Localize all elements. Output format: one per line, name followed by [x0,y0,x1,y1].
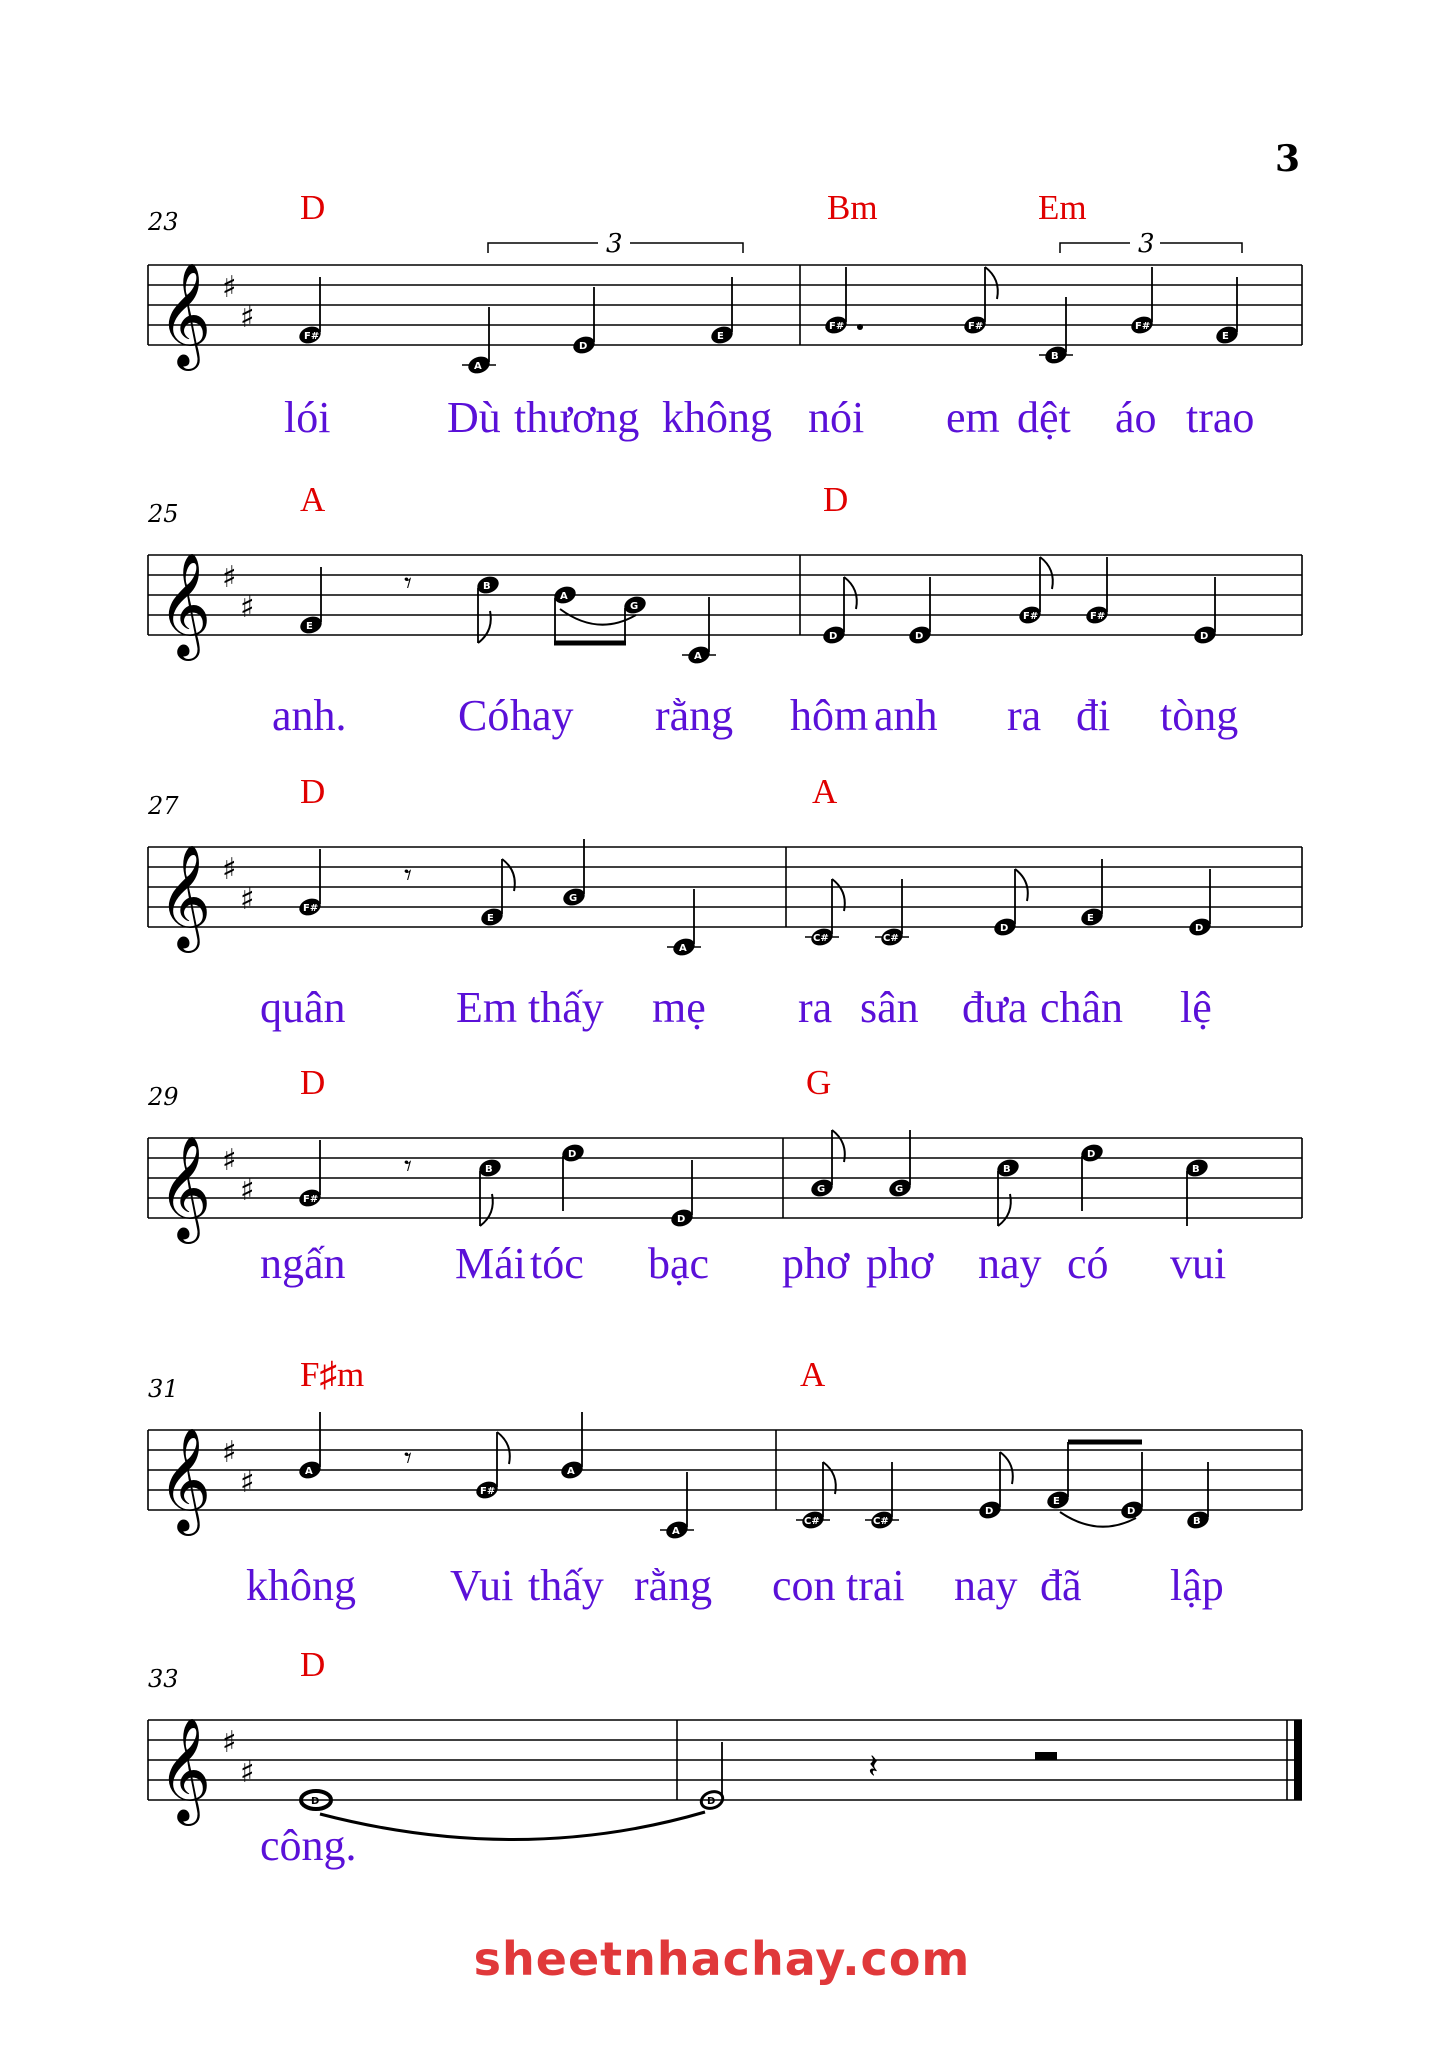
svg-text:D: D [1195,923,1204,934]
note [1045,1442,1071,1511]
chord-symbol: Bm [827,188,878,227]
svg-text:B: B [1192,1164,1200,1175]
note [962,267,998,336]
note [1184,1157,1210,1226]
lyric-syllable: lói [284,393,331,442]
lyric-syllable: quân [260,983,346,1032]
svg-text:A: A [694,651,702,662]
lyric-syllable: Dù [447,393,501,442]
treble-clef: 𝄞 [158,1427,212,1532]
treble-clef: 𝄞 [158,262,212,367]
svg-text:F#: F# [1090,611,1106,622]
chord-symbol: Em [1038,188,1087,227]
svg-text:F#: F# [304,331,320,342]
note [297,277,323,346]
measure-number: 23 [148,208,179,236]
svg-text:D: D [1000,923,1009,934]
lyric-syllable: Em [456,983,518,1032]
note [682,597,716,666]
sharp-c: ♯ [240,1755,255,1790]
note [297,849,323,918]
note [479,859,515,928]
page-number: 3 [1275,138,1301,180]
quarter-rest: 𝄽 [868,1747,879,1787]
note [561,839,587,908]
note [475,574,501,643]
svg-text:F#: F# [1135,321,1151,332]
lyric-syllable: Vui [450,1561,514,1610]
svg-text:A: A [567,1466,575,1477]
lyric-syllable: con [772,1561,836,1610]
svg-text:D: D [568,1149,577,1160]
final-barline [1294,1720,1302,1800]
svg-text:B: B [483,581,491,592]
lyric-syllable: thấy [528,983,604,1032]
svg-text:A: A [560,591,568,602]
svg-text:A: A [679,943,687,954]
chord-symbol: D [300,1063,326,1102]
svg-text:F#: F# [303,903,319,914]
tuplet-number: 3 [606,229,623,259]
note [1185,1462,1211,1531]
treble-clef: 𝄞 [158,844,212,949]
note [297,1412,323,1481]
svg-text:G: G [895,1184,904,1195]
sharp-f: ♯ [222,1725,237,1760]
lyric-syllable: chân [1040,983,1124,1032]
note [865,1462,899,1531]
music-staff [0,515,1444,685]
sharp-f: ♯ [222,1435,237,1470]
svg-text:A: A [672,1526,680,1537]
sharp-f: ♯ [222,852,237,887]
sharp-c: ♯ [240,300,255,335]
chord-symbol: D [823,480,849,519]
lyric-syllable: mẹ [652,983,706,1032]
lyric-syllable: ra [1007,691,1042,740]
lyric-syllable: thấy [528,1561,604,1610]
lyric-syllable: tóc [530,1239,584,1288]
svg-text:B: B [1003,1164,1011,1175]
note [669,1160,695,1229]
note [1192,577,1218,646]
svg-text:B: B [485,1164,493,1175]
svg-text:A: A [305,1466,313,1477]
note [992,869,1028,938]
tie [320,1812,705,1840]
half-note [699,1742,725,1811]
lyric-syllable: có [1067,1239,1109,1288]
note [462,307,496,376]
sharp-f: ♯ [222,270,237,305]
svg-text:G: G [569,893,578,904]
note [559,1412,585,1481]
sharp-c: ♯ [240,1465,255,1500]
note [1039,297,1073,366]
note [907,577,933,646]
treble-clef: 𝄞 [158,552,212,657]
svg-text:C#: C# [883,933,899,944]
lyric-syllable: em [946,393,1000,442]
music-staff [0,1680,1444,1850]
sharp-f: ♯ [222,1143,237,1178]
lyric-syllable: không [662,393,772,442]
measure-number: 27 [148,792,179,820]
sharp-f: ♯ [222,560,237,595]
lyric-syllable: dệt [1017,393,1071,442]
svg-text:D: D [915,631,924,642]
note [805,879,845,948]
lyric-syllable: nói [808,393,865,442]
lyric-syllable: thương [514,393,640,442]
music-staff [0,225,1444,395]
lyric-syllable: rằng [655,691,734,740]
svg-text:D: D [707,1796,716,1807]
chord-symbol: A [812,772,838,811]
lyric-syllable: hôm [790,691,869,740]
svg-text:D: D [579,341,588,352]
lyric-syllable: công. [260,1821,357,1870]
note [660,1472,694,1541]
svg-text:E: E [1222,331,1229,342]
note [796,1462,836,1531]
svg-text:G: G [817,1184,826,1195]
note [571,287,597,356]
chord-symbol: A [800,1355,826,1394]
chord-symbol: A [300,480,326,519]
music-staff [0,1390,1444,1560]
sharp-c: ♯ [240,590,255,625]
svg-text:C#: C# [873,1516,889,1527]
svg-text:C#: C# [813,933,829,944]
treble-clef: 𝄞 [158,1135,212,1240]
lyric-syllable: anh. [272,691,347,740]
note [709,277,735,346]
svg-text:A: A [474,361,482,372]
note [1129,267,1155,336]
svg-text:F#: F# [480,1486,496,1497]
lyric-syllable: lập [1170,1561,1224,1610]
note [887,1130,913,1199]
eighth-rest: 𝄾 [404,858,412,893]
lyric-syllable: đi [1076,691,1111,740]
svg-text:C#: C# [804,1516,820,1527]
note [298,567,324,636]
chord-symbol: D [300,188,326,227]
svg-text:D: D [677,1214,686,1225]
eighth-rest: 𝄾 [404,566,412,601]
svg-text:D: D [1200,631,1209,642]
lyric-syllable: hay [510,691,574,740]
note [1017,557,1053,626]
note [1187,869,1213,938]
svg-text:E: E [1087,913,1094,924]
chord-symbol: F♯m [300,1355,365,1394]
note [474,1432,510,1501]
lyric-syllable: lệ [1180,983,1212,1032]
note [1079,1142,1105,1211]
treble-clef: 𝄞 [158,1717,212,1822]
lyric-syllable: ra [798,983,833,1032]
measure-number: 25 [148,500,179,528]
svg-text:F#: F# [303,1194,319,1205]
eighth-rest: 𝄾 [404,1441,412,1476]
music-staff [0,807,1444,977]
svg-text:B: B [1051,351,1059,362]
measure-number: 33 [148,1665,179,1693]
chord-symbol: D [300,772,326,811]
note [560,1142,586,1211]
svg-text:E: E [306,621,313,632]
svg-text:D: D [829,631,838,642]
lyric-syllable: không [246,1561,356,1610]
measure-number: 29 [148,1083,179,1111]
lyric-syllable: rằng [634,1561,713,1610]
sharp-c: ♯ [240,1173,255,1208]
svg-text:E: E [717,331,724,342]
note [809,1130,845,1199]
note [1084,557,1110,626]
note [297,1140,323,1209]
svg-text:D: D [985,1506,994,1517]
note [1214,277,1240,346]
lyric-syllable: ngấn [260,1239,346,1288]
lyric-syllable: vui [1170,1239,1227,1288]
note [823,267,863,336]
lyric-syllable: nay [954,1561,1018,1610]
half-rest [1035,1752,1057,1760]
lyric-syllable: Mái [455,1239,526,1288]
note [995,1157,1021,1226]
lyric-syllable: đưa [962,983,1028,1032]
measure-number: 31 [148,1375,179,1403]
svg-text:F#: F# [1023,611,1039,622]
sharp-c: ♯ [240,882,255,917]
lyric-syllable: tòng [1160,691,1239,740]
lyric-syllable: bạc [648,1239,710,1288]
lyric-syllable: phơ [866,1239,934,1288]
note [977,1452,1013,1521]
svg-text:E: E [487,913,494,924]
note [875,879,909,948]
svg-text:G: G [630,601,639,612]
eighth-rest: 𝄾 [404,1149,412,1184]
lyric-syllable: trao [1186,393,1255,442]
note [1119,1452,1145,1521]
lyric-syllable: phơ [782,1239,850,1288]
site-watermark: sheetnhachay.com [473,1932,971,1986]
lyric-syllable: đã [1040,1561,1082,1610]
note [667,889,701,958]
note [821,577,857,646]
svg-text:F#: F# [829,321,845,332]
lyric-syllable: sân [860,983,919,1032]
svg-text:B: B [1193,1516,1201,1527]
music-staff [0,1098,1444,1268]
lyric-syllable: anh [874,691,938,740]
svg-text:E: E [1053,1496,1060,1507]
note [477,1157,503,1226]
lyric-syllable: trai [846,1561,905,1610]
tuplet-number: 3 [1138,229,1155,259]
svg-text:F#: F# [968,321,984,332]
chord-symbol: G [806,1063,832,1102]
svg-text:D: D [311,1796,320,1807]
svg-text:D: D [1087,1149,1096,1160]
svg-text:D: D [1127,1506,1136,1517]
lyric-syllable: Có [458,691,510,740]
note [1079,859,1105,928]
lyric-syllable: nay [978,1239,1042,1288]
chord-symbol: D [300,1645,326,1684]
lyric-syllable: áo [1115,393,1157,442]
